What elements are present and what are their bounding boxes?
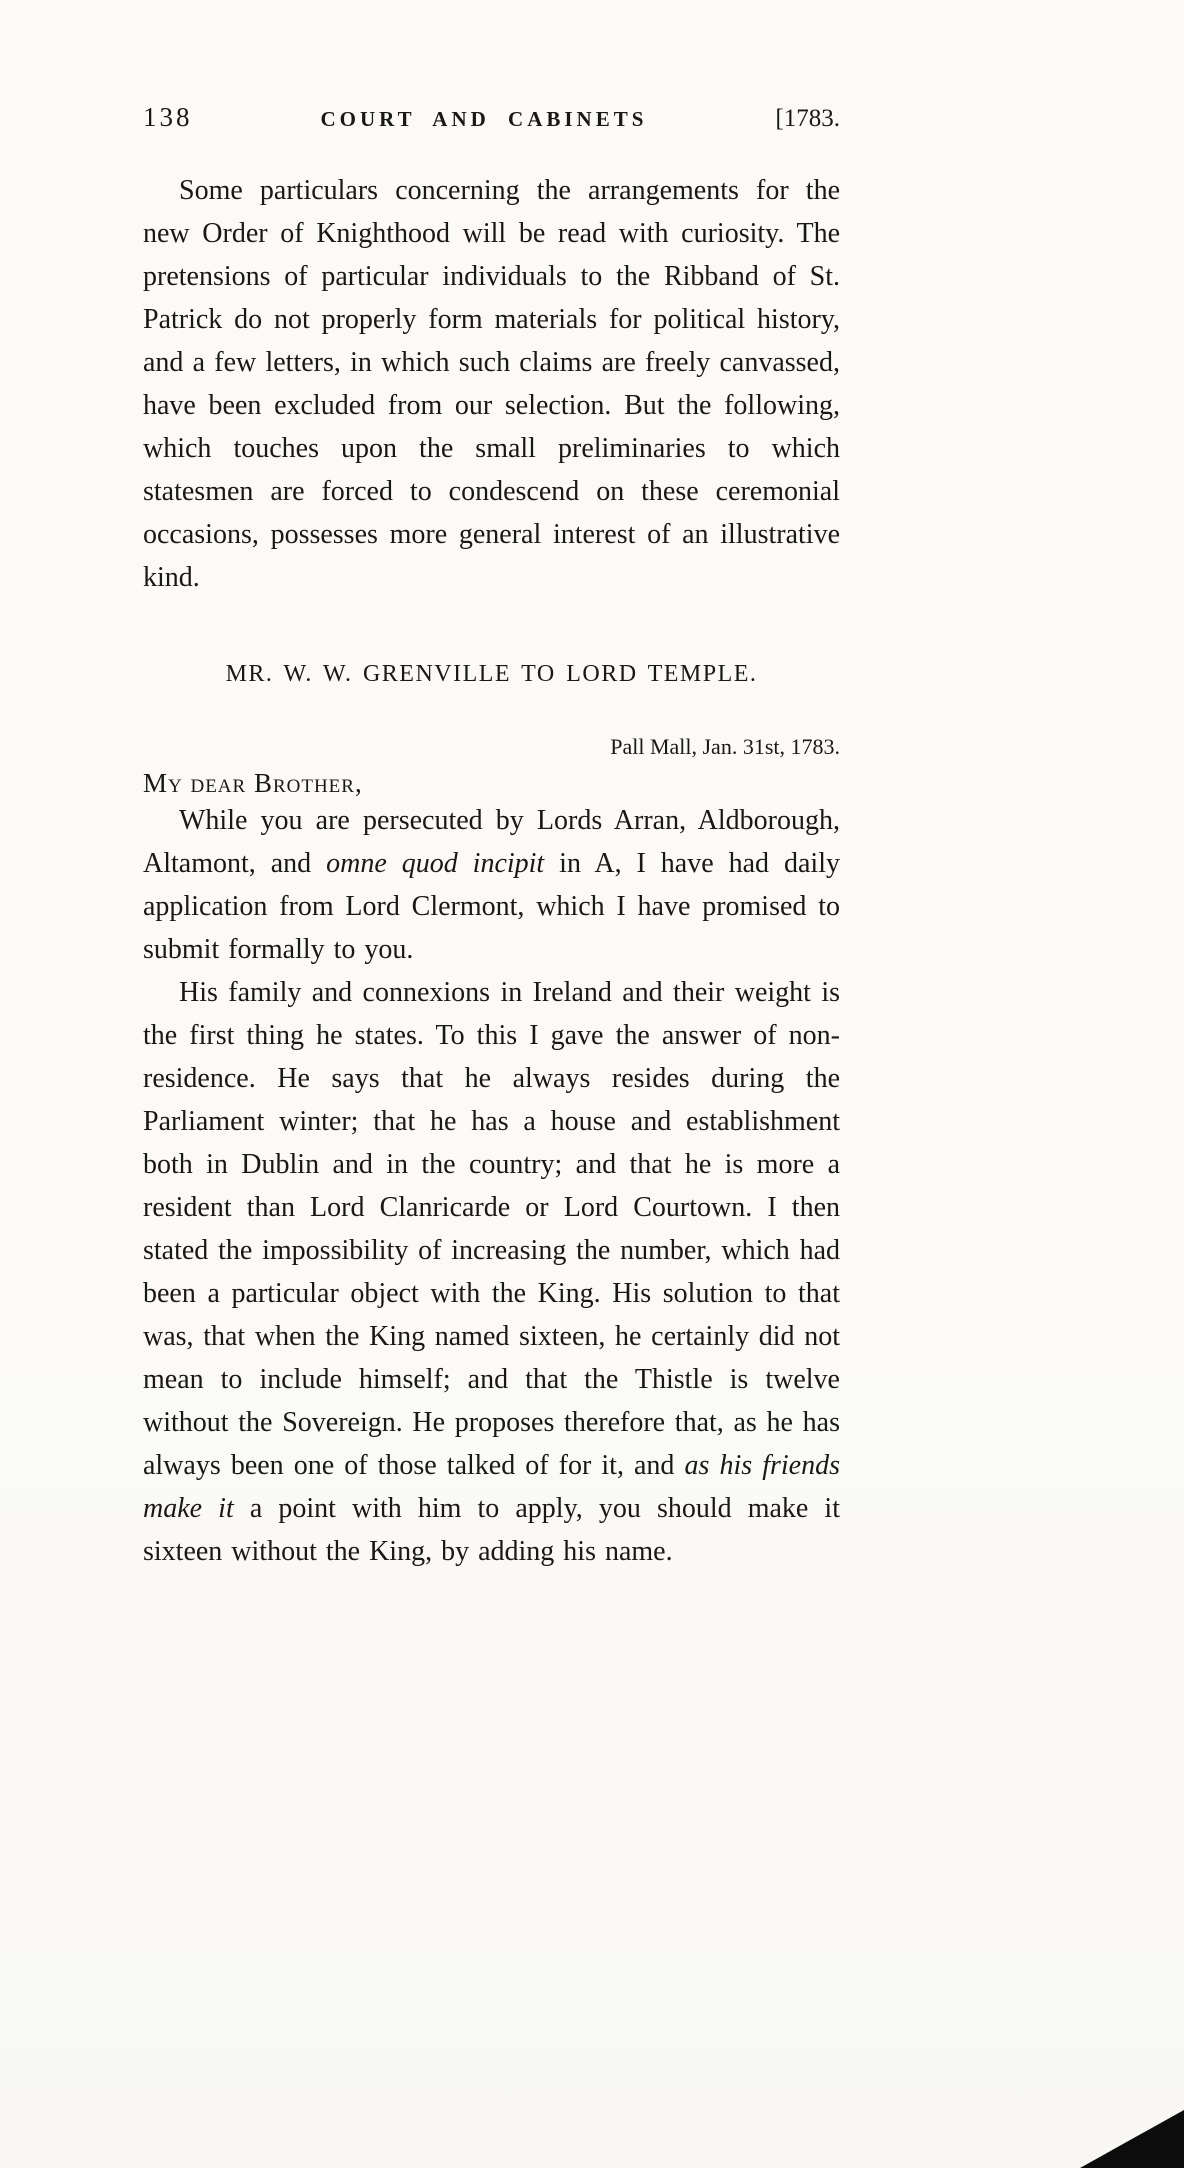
running-header bbox=[143, 102, 840, 133]
paragraph-text: While you are persecuted by Lords Arran, Aldborough, Altamont, and bbox=[143, 805, 840, 879]
page-corner-artifact bbox=[1080, 2110, 1184, 2168]
italic-phrase: as his friends make it bbox=[143, 1450, 840, 1524]
letter-paragraph-1 bbox=[143, 799, 840, 971]
paragraph-text: a point with him to apply, you should make it sixteen without the King, by adding his name. bbox=[143, 1493, 840, 1567]
letter-heading: MR. W. W. GRENVILLE TO LORD TEMPLE. bbox=[225, 661, 758, 687]
letter-paragraph-2 bbox=[143, 971, 840, 1573]
book-page bbox=[143, 102, 840, 1573]
paragraph-text: in A, I have had daily application from Lord Clermont, which I have promised to submit formally to you. bbox=[143, 848, 840, 965]
paragraph-text: His family and connexions in Ireland and their weight is the first thing he states. To this I gave the answer of non-residence. He says that he always resides during the Parliament winter; that he has a house and establishment both in Dublin and in the country; and that he is more a resident than Lord Clanricarde or Lord Courtown. I then stated the impossibility of increasing the number, which had been a particular object with the King. His solution to that was, that when the King named sixteen, he certainly did not mean to include himself; and that the Thistle is twelve without the Sovereign. He proposes therefore that, as he has always been one of those talked of for it, and bbox=[143, 977, 840, 1481]
page-number: 138 bbox=[143, 102, 193, 132]
salutation: My dear Brother, bbox=[143, 768, 363, 798]
intro-section bbox=[143, 169, 840, 599]
italic-phrase: omne quod incipit bbox=[326, 848, 545, 879]
year-marker: [1783. bbox=[775, 105, 840, 132]
dateline: Pall Mall, Jan. 31st, 1783. bbox=[610, 734, 840, 759]
letter-body bbox=[143, 734, 840, 1573]
intro-paragraph: Some particulars concerning the arrangements for the new Order of Knighthood will be read with curiosity. The pretensions of particular individuals to the Ribband of St. Patrick do not properly form materials for political history, and a few letters, in which such claims are freely canvassed, have been excluded from our selection. But the following, which touches upon the small preliminaries to which statesmen are forced to condescend on these ceremonial occasions, possesses more general interest of an illustrative kind. bbox=[143, 175, 840, 593]
running-title: COURT AND CABINETS bbox=[320, 107, 648, 131]
